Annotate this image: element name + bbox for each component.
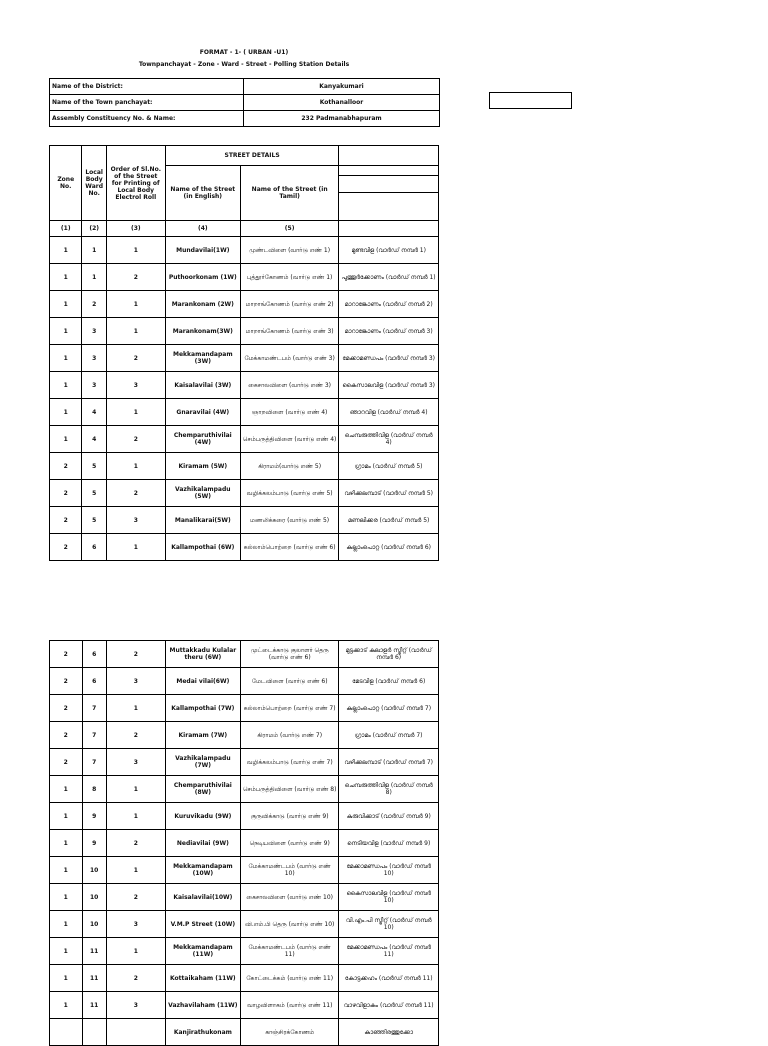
street-tamil-cell: கிராமம்(வார்டு எண் 5) xyxy=(240,453,339,480)
street-english-cell: Kaisalavilai(10W) xyxy=(165,884,240,911)
zone-cell: 2 xyxy=(50,453,82,480)
order-cell: 2 xyxy=(106,830,165,857)
table-row xyxy=(50,722,439,749)
order-cell: 1 xyxy=(106,399,165,426)
street-tamil-cell: கைசாலவிளை (வார்டு எண் 3) xyxy=(240,372,339,399)
col-order-header: Order of Sl.No. of the Street for Printing of Local Body Electrol Roll xyxy=(106,146,165,221)
zone-cell: 1 xyxy=(50,426,82,453)
zone-cell: 1 xyxy=(50,884,83,911)
street-english-cell: Mekkamandapam (11W) xyxy=(165,938,240,965)
street-english-cell: Mekkamandapam (3W) xyxy=(165,345,240,372)
order-cell: 3 xyxy=(106,992,165,1019)
table-row xyxy=(50,668,439,695)
table-row xyxy=(50,965,439,992)
table-row xyxy=(50,534,439,561)
street-english-cell: Marankonam(3W) xyxy=(165,318,240,345)
ward-cell xyxy=(82,1019,106,1046)
zone-cell: 2 xyxy=(50,641,83,668)
street-english-cell: V.M.P Street (10W) xyxy=(165,911,240,938)
street-tamil-cell: வி.எம்.பி தெரு (வார்டு எண் 10) xyxy=(240,911,339,938)
zone-cell: 1 xyxy=(50,318,82,345)
zone-cell: 1 xyxy=(50,237,82,264)
zone-cell: 1 xyxy=(50,911,83,938)
order-cell: 2 xyxy=(106,426,165,453)
ward-cell: 8 xyxy=(82,776,106,803)
street-malayalam-cell: മേക്കാമണ്ഡപം (വാർഡ് നമ്പർ 11) xyxy=(339,938,439,965)
zone-cell: 1 xyxy=(50,938,83,965)
ward-cell: 9 xyxy=(82,830,106,857)
street-malayalam-cell: കാഞ്ഞിരത്തുക്കോ xyxy=(339,1019,439,1046)
ward-cell: 3 xyxy=(82,345,106,372)
table-row xyxy=(50,426,439,453)
street-malayalam-cell: കൈസാലവിള (വാർഡ് നമ്പർ 3) xyxy=(339,372,439,399)
street-malayalam-cell: കൈസാലവിള (വാർഡ് നമ്പർ 10) xyxy=(339,884,439,911)
street-malayalam-cell: ചെമ്പരുത്തിവിള (വാർഡ് നമ്പർ 4) xyxy=(339,426,439,453)
street-table-header xyxy=(50,146,439,237)
extra-header-cell xyxy=(339,146,439,166)
table-row xyxy=(50,507,439,534)
table-row xyxy=(50,399,439,426)
street-malayalam-cell: മണലിക്കര (വാർഡ് നമ്പർ 5) xyxy=(339,507,439,534)
ward-cell: 5 xyxy=(82,507,106,534)
street-malayalam-cell: മുണ്ടവിള (വാർഡ് നമ്പർ 1) xyxy=(339,237,439,264)
order-cell: 1 xyxy=(106,695,165,722)
order-cell: 2 xyxy=(106,345,165,372)
street-english-cell: Mekkamandapam (10W) xyxy=(165,857,240,884)
zone-cell: 1 xyxy=(50,264,82,291)
zone-cell: 2 xyxy=(50,507,82,534)
order-cell: 3 xyxy=(106,668,165,695)
street-malayalam-cell: ചെമ്പരുത്തിവിള (വാർഡ് നമ്പർ 8) xyxy=(339,776,439,803)
street-tamil-cell: மேக்காமண்டபம் (வார்டு எண் 10) xyxy=(240,857,339,884)
street-tamil-cell: மாறாங்கோணம் (வார்டு எண் 3) xyxy=(240,318,339,345)
order-cell: 2 xyxy=(106,965,165,992)
order-cell: 1 xyxy=(106,803,165,830)
street-tamil-cell: செம்பருத்திவிளை (வார்டு எண் 8) xyxy=(240,776,339,803)
zone-cell: 1 xyxy=(50,345,82,372)
street-tamil-cell: கோட்டைக்கம் (வார்டு எண் 11) xyxy=(240,965,339,992)
col-number-2: (2) xyxy=(82,221,106,237)
street-malayalam-cell: കോട്ടക്കഹം (വാർഡ് നമ്പർ 11) xyxy=(339,965,439,992)
table-row xyxy=(50,264,439,291)
street-tamil-cell: நெடியவிளை (வார்டு எண் 9) xyxy=(240,830,339,857)
street-english-cell: Vazhikalampadu (5W) xyxy=(165,480,240,507)
street-tamil-cell: கைசாலவிளை (வார்டு எண் 10) xyxy=(240,884,339,911)
ward-cell: 11 xyxy=(82,965,106,992)
order-cell xyxy=(106,1019,165,1046)
order-cell: 1 xyxy=(106,291,165,318)
ward-cell: 10 xyxy=(82,857,106,884)
ward-cell: 4 xyxy=(82,399,106,426)
zone-cell: 2 xyxy=(50,480,82,507)
street-malayalam-cell: നെടിയവിള (വാർഡ് നമ്പർ 9) xyxy=(339,830,439,857)
street-malayalam-cell: കുരുവിക്കാട് (വാർഡ് നമ്പർ 9) xyxy=(339,803,439,830)
street-english-cell: Kanjirathukonam xyxy=(165,1019,240,1046)
col-number-4: (4) xyxy=(165,221,240,237)
street-tamil-cell: புத்தூர்கோணம் (வார்டு எண் 1) xyxy=(240,264,339,291)
street-malayalam-cell: മേക്കാമണ്ഡപം (വാർഡ് നമ്പർ 3) xyxy=(339,345,439,372)
zone-cell: 1 xyxy=(50,803,83,830)
district-info-table xyxy=(49,78,440,127)
street-english-cell: Kaisalavilai (3W) xyxy=(165,372,240,399)
info-row xyxy=(50,111,440,127)
order-cell: 1 xyxy=(106,453,165,480)
table-row xyxy=(50,938,439,965)
table-row xyxy=(50,641,439,668)
street-details-table-2 xyxy=(49,640,439,1046)
table-row xyxy=(50,776,439,803)
order-cell: 3 xyxy=(106,372,165,399)
info-label: Name of the Town panchayat: xyxy=(50,95,244,111)
street-tamil-cell: மேக்காமண்டபம் (வார்டு எண் 11) xyxy=(240,938,339,965)
street-malayalam-cell: മേടവിള (വാർഡ് നമ്പർ 6) xyxy=(339,668,439,695)
extra-subheader-cell xyxy=(339,166,439,221)
order-cell: 1 xyxy=(106,237,165,264)
street-english-cell: Gnaravilai (4W) xyxy=(165,399,240,426)
table-row xyxy=(50,803,439,830)
street-tamil-cell: மணலிக்கரை (வார்டு எண் 5) xyxy=(240,507,339,534)
street-english-cell: Vazhikalampadu (7W) xyxy=(165,749,240,776)
ward-cell: 10 xyxy=(82,884,106,911)
info-value: Kanyakumari xyxy=(244,79,440,95)
zone-cell xyxy=(50,1019,83,1046)
order-cell: 2 xyxy=(106,264,165,291)
order-cell: 3 xyxy=(106,507,165,534)
street-malayalam-cell: വഴിക്കലമ്പാട് (വാർഡ് നമ്പർ 5) xyxy=(339,480,439,507)
ward-cell: 7 xyxy=(82,722,106,749)
zone-cell: 1 xyxy=(50,399,82,426)
order-cell: 2 xyxy=(106,884,165,911)
ward-cell: 6 xyxy=(82,534,106,561)
table-row xyxy=(50,830,439,857)
table-row xyxy=(50,911,439,938)
street-tamil-cell: வழிக்கலம்பாடு (வார்டு எண் 7) xyxy=(240,749,339,776)
street-malayalam-cell: കല്ലാംപൊറ്റ (വാർഡ് നമ്പർ 6) xyxy=(339,534,439,561)
order-cell: 2 xyxy=(106,641,165,668)
street-malayalam-cell: കല്ലാംപൊറ്റ (വാർഡ് നമ്പർ 7) xyxy=(339,695,439,722)
street-tamil-cell: வழிக்கலம்பாடு (வார்டு எண் 5) xyxy=(240,480,339,507)
order-cell: 1 xyxy=(106,857,165,884)
street-english-cell: Chemparuthivilai (4W) xyxy=(165,426,240,453)
ward-cell: 3 xyxy=(82,372,106,399)
street-english-cell: Kallampothai (6W) xyxy=(165,534,240,561)
side-box xyxy=(489,92,572,109)
ward-cell: 3 xyxy=(82,318,106,345)
street-malayalam-cell: ഗ്രാമം (വാർഡ് നമ്പർ 7) xyxy=(339,722,439,749)
col-number-1: (1) xyxy=(50,221,82,237)
table-row xyxy=(50,884,439,911)
district-info-body xyxy=(50,79,440,127)
street-tamil-cell: ஞாறவிளை (வார்டு எண் 4) xyxy=(240,399,339,426)
zone-cell: 1 xyxy=(50,372,82,399)
order-cell: 3 xyxy=(106,749,165,776)
ward-cell: 7 xyxy=(82,695,106,722)
street-malayalam-cell: വഴിക്കലമ്പാട് (വാർഡ് നമ്പർ 7) xyxy=(339,749,439,776)
table-row xyxy=(50,857,439,884)
street-malayalam-cell: വി.എം.പി സ്ട്രീറ്റ് (വാർഡ് നമ്പർ 10) xyxy=(339,911,439,938)
info-value: Kothanalloor xyxy=(244,95,440,111)
info-value: 232 Padmanabhapuram xyxy=(244,111,440,127)
col-number-5: (5) xyxy=(240,221,339,237)
order-cell: 2 xyxy=(106,722,165,749)
col-ward-header: Local Body Ward No. xyxy=(82,146,106,221)
street-tamil-cell: கிராமம் (வார்டு எண் 7) xyxy=(240,722,339,749)
col-number-3: (3) xyxy=(106,221,165,237)
table-row xyxy=(50,318,439,345)
street-tamil-cell: மேடவிளை (வார்டு எண் 6) xyxy=(240,668,339,695)
order-cell: 1 xyxy=(106,318,165,345)
info-label: Name of the District: xyxy=(50,79,244,95)
ward-cell: 11 xyxy=(82,938,106,965)
ward-cell: 7 xyxy=(82,749,106,776)
zone-cell: 2 xyxy=(50,695,83,722)
document-subtitle: Townpanchayat - Zone - Ward - Street - Polling Station Details xyxy=(138,61,350,68)
order-cell: 1 xyxy=(106,776,165,803)
street-english-cell: Muttakkadu Kulalar theru (6W) xyxy=(165,641,240,668)
zone-cell: 1 xyxy=(50,992,83,1019)
ward-cell: 2 xyxy=(82,291,106,318)
format-title: FORMAT - 1- ( URBAN -U1) xyxy=(199,49,289,56)
street-english-cell: Mundavilai(1W) xyxy=(165,237,240,264)
street-tamil-cell: முண்டவிளை (வார்டு எண் 1) xyxy=(240,237,339,264)
col-english-header: Name of the Street (in English) xyxy=(165,166,240,221)
street-english-cell: Kiramam (5W) xyxy=(165,453,240,480)
street-malayalam-cell: ഞാറവിള (വാർഡ് നമ്പർ 4) xyxy=(339,399,439,426)
street-english-cell: Medai vilai(6W) xyxy=(165,668,240,695)
col-number-6 xyxy=(339,221,439,237)
order-cell: 3 xyxy=(106,911,165,938)
table-row xyxy=(50,345,439,372)
street-malayalam-cell: ഗ്രാമം (വാർഡ് നമ്പർ 5) xyxy=(339,453,439,480)
street-english-cell: Kottaikaham (11W) xyxy=(165,965,240,992)
ward-cell: 6 xyxy=(82,668,106,695)
table-row xyxy=(50,1019,439,1046)
street-english-cell: Vazhavilaham (11W) xyxy=(165,992,240,1019)
street-english-cell: Puthoorkonam (1W) xyxy=(165,264,240,291)
street-malayalam-cell: മുട്ടക്കാട് കുലാളർ സ്ട്രീറ്റ് (വാർഡ് നമ്പർ 6) xyxy=(339,641,439,668)
order-cell: 1 xyxy=(106,534,165,561)
table-row xyxy=(50,291,439,318)
street-tamil-cell: காஞ்சிரக்கோணம் xyxy=(240,1019,339,1046)
order-cell: 1 xyxy=(106,938,165,965)
street-details-table-1 xyxy=(49,145,439,561)
info-label: Assembly Constituency No. & Name: xyxy=(50,111,244,127)
zone-cell: 1 xyxy=(50,291,82,318)
street-tamil-cell: குருவிக்காடு (வார்டு எண் 9) xyxy=(240,803,339,830)
street-tamil-cell: மேக்காமண்டபம் (வார்டு எண் 3) xyxy=(240,345,339,372)
street-english-cell: Manalikarai(5W) xyxy=(165,507,240,534)
street-english-cell: Marankonam (2W) xyxy=(165,291,240,318)
street-malayalam-cell: വാഴവിളാകം (വാർഡ് നമ്പർ 11) xyxy=(339,992,439,1019)
ward-cell: 1 xyxy=(82,264,106,291)
ward-cell: 10 xyxy=(82,911,106,938)
street-rows-page-1 xyxy=(50,237,439,561)
zone-cell: 1 xyxy=(50,965,83,992)
street-english-cell: Nediavilai (9W) xyxy=(165,830,240,857)
street-malayalam-cell: പുത്തൂർക്കോണം (വാർഡ് നമ്പർ 1) xyxy=(339,264,439,291)
ward-cell: 6 xyxy=(82,641,106,668)
street-rows-page-2 xyxy=(50,641,439,1046)
zone-cell: 1 xyxy=(50,830,83,857)
street-english-cell: Kiramam (7W) xyxy=(165,722,240,749)
table-row xyxy=(50,992,439,1019)
table-row xyxy=(50,453,439,480)
street-tamil-cell: கல்லாம்பொற்றை (வார்டு எண் 6) xyxy=(240,534,339,561)
ward-cell: 5 xyxy=(82,453,106,480)
zone-cell: 2 xyxy=(50,749,83,776)
street-malayalam-cell: മാറാങ്കോണം (വാർഡ് നമ്പർ 3) xyxy=(339,318,439,345)
ward-cell: 9 xyxy=(82,803,106,830)
col-zone-header: Zone No. xyxy=(50,146,82,221)
zone-cell: 2 xyxy=(50,722,83,749)
ward-cell: 4 xyxy=(82,426,106,453)
table-row xyxy=(50,480,439,507)
street-tamil-cell: மாறாங்கோணம் (வார்டு எண் 2) xyxy=(240,291,339,318)
zone-cell: 2 xyxy=(50,668,83,695)
street-tamil-cell: செம்பருத்திவிளை (வார்டு எண் 4) xyxy=(240,426,339,453)
info-row xyxy=(50,79,440,95)
street-malayalam-cell: മാറാങ്കോണം (വാർഡ് നമ്പർ 2) xyxy=(339,291,439,318)
zone-cell: 1 xyxy=(50,857,83,884)
ward-cell: 1 xyxy=(82,237,106,264)
col-tamil-header: Name of the Street (in Tamil) xyxy=(240,166,339,221)
table-row xyxy=(50,372,439,399)
street-english-cell: Chemparuthivilai (8W) xyxy=(165,776,240,803)
order-cell: 2 xyxy=(106,480,165,507)
street-english-cell: Kallampothai (7W) xyxy=(165,695,240,722)
table-row xyxy=(50,749,439,776)
zone-cell: 1 xyxy=(50,776,83,803)
table-row xyxy=(50,695,439,722)
street-tamil-cell: முட்டைக்காடு குலாளர் தெரு (வார்டு எண் 6) xyxy=(240,641,339,668)
street-tamil-cell: கல்லாம்பொற்றை (வார்டு எண் 7) xyxy=(240,695,339,722)
street-malayalam-cell: മേക്കാമണ്ഡപം (വാർഡ് നമ്പർ 10) xyxy=(339,857,439,884)
street-english-cell: Kuruvikadu (9W) xyxy=(165,803,240,830)
ward-cell: 5 xyxy=(82,480,106,507)
ward-cell: 11 xyxy=(82,992,106,1019)
table-row xyxy=(50,237,439,264)
street-tamil-cell: வாழவிளாகம் (வார்டு எண் 11) xyxy=(240,992,339,1019)
zone-cell: 2 xyxy=(50,534,82,561)
street-details-title: STREET DETAILS xyxy=(165,146,339,166)
info-row xyxy=(50,95,440,111)
